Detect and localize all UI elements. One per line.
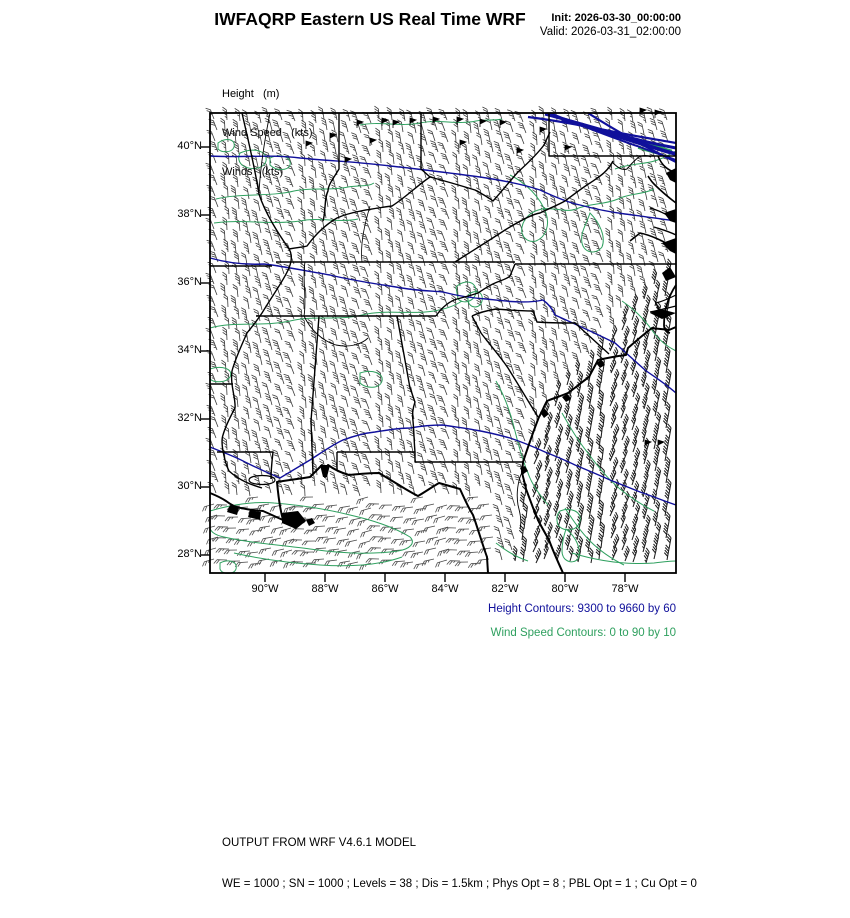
lon-tick-label: 78°W — [611, 583, 639, 595]
legend-winds: Winds (kts) — [222, 166, 284, 178]
lon-tick-label: 90°W — [251, 583, 279, 595]
footer-model-line: OUTPUT FROM WRF V4.6.1 MODEL — [222, 837, 417, 849]
init-time-label: Init: 2026-03-30_00:00:00 — [551, 12, 681, 24]
state-border — [472, 316, 538, 417]
wind-flag-50kt — [306, 141, 312, 149]
wind-flag-50kt — [658, 440, 664, 448]
map-canvas — [210, 113, 676, 573]
lat-tick-label: 30°N — [177, 480, 202, 492]
lat-tick-label: 32°N — [177, 412, 202, 424]
wind-speed-contour — [562, 529, 579, 562]
coastal-feature — [662, 238, 676, 254]
lat-tick-label: 36°N — [177, 276, 202, 288]
wind-speed-contour — [220, 561, 236, 574]
wind-speed-contour — [210, 301, 462, 328]
lon-tick-label: 88°W — [311, 583, 339, 595]
footer-config-line: WE = 1000 ; SN = 1000 ; Levels = 38 ; Dis = 1.5km ; Phys Opt = 8 ; PBL Opt = 1 ; Cu Opt = 0 — [222, 877, 697, 890]
model-times — [540, 11, 681, 39]
wind-speed-contour — [572, 553, 676, 564]
state-border — [304, 262, 368, 346]
coastal-feature — [662, 267, 676, 281]
legend-wind-speed: Wind Speed (kts) — [222, 127, 313, 139]
state-border — [249, 476, 275, 485]
lon-tick-label: 82°W — [491, 583, 519, 595]
page-title: IWFAQRP Eastern US Real Time WRF — [214, 9, 526, 29]
state-border — [654, 227, 676, 235]
wind-speed-contour — [510, 175, 654, 241]
lat-tick-label: 34°N — [177, 344, 202, 356]
wind-flag-50kt — [540, 127, 546, 135]
wind-speed-contour — [270, 156, 290, 170]
weather-map — [210, 113, 676, 573]
state-border — [323, 113, 339, 221]
wind-flag-50kt — [500, 120, 506, 128]
wind-speed-contour-caption: Wind Speed Contours: 0 to 90 by 10 — [490, 627, 676, 639]
lat-tick-label: 28°N — [177, 548, 202, 560]
state-border — [656, 295, 676, 303]
wind-flag-50kt — [370, 138, 376, 146]
height-contour-caption: Height Contours: 9300 to 9660 by 60 — [488, 603, 676, 615]
lat-tick-label: 40°N — [177, 140, 202, 152]
lon-tick-label: 84°W — [431, 583, 459, 595]
coastal-feature — [282, 511, 306, 529]
lon-tick-label: 86°W — [371, 583, 399, 595]
wind-speed-contour — [216, 183, 374, 199]
lat-tick-label: 38°N — [177, 208, 202, 220]
valid-time-label: Valid: 2026-03-31_02:00:00 — [539, 26, 681, 38]
lon-tick-label: 80°W — [551, 583, 579, 595]
wind-flag-50kt — [345, 157, 351, 165]
model-config-footer — [222, 810, 697, 918]
legend-height: Height (m) — [222, 88, 280, 100]
wind-speed-contour — [210, 502, 412, 553]
